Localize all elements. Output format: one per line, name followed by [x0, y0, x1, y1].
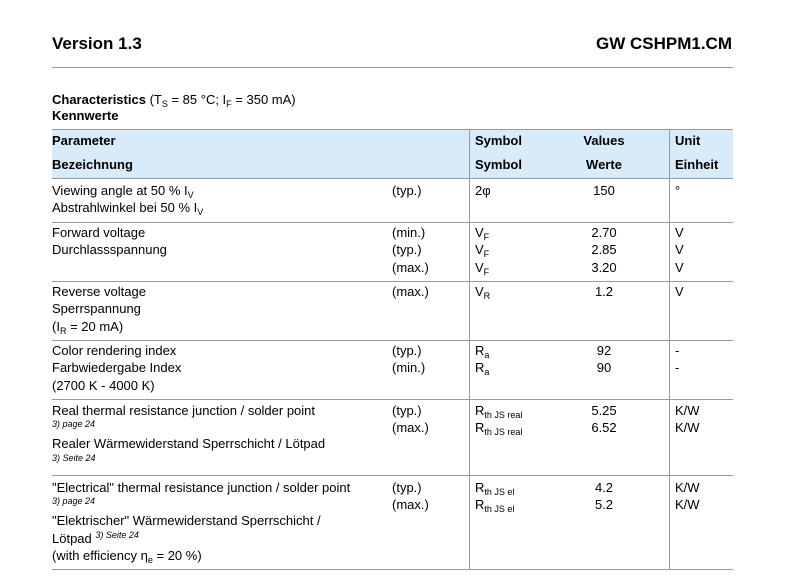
symbol-sub: F: [483, 249, 490, 260]
unit: -: [675, 343, 680, 358]
unit: K/W: [675, 403, 700, 418]
unit: K/W: [675, 420, 700, 436]
unit: V: [675, 225, 684, 240]
condition: (min.): [392, 360, 426, 376]
symbol: R: [475, 343, 485, 358]
symbol-sub: th JS el: [484, 487, 515, 497]
param-en: Reverse voltage: [52, 284, 146, 299]
col-symbol-de: Symbol: [475, 157, 522, 172]
param-condition: = 20 mA): [66, 318, 124, 334]
condition: (typ.): [392, 343, 422, 358]
section-title: [52, 92, 296, 108]
symbol: R: [475, 480, 485, 495]
condition: (max.): [392, 497, 429, 513]
table-rule: [52, 129, 733, 130]
symbol: R: [475, 403, 485, 418]
section-title-german: Kennwerte: [52, 108, 119, 123]
param-en: Color rendering index: [52, 343, 177, 358]
condition: (max.): [392, 284, 429, 299]
condition: (typ.): [392, 403, 422, 418]
condition-text: = 85 °C; I: [167, 92, 227, 107]
value: 92: [596, 343, 612, 358]
param-en: Viewing angle at 50 % I: [52, 183, 188, 198]
param-sub: V: [197, 207, 204, 218]
product-code: GW CSHPM1.CM: [596, 34, 732, 53]
symbol-sub: a: [484, 367, 490, 378]
col-parameter: Parameter: [52, 133, 116, 148]
condition: (max.): [392, 259, 429, 275]
symbol-sub: th JS real: [484, 410, 523, 420]
value: 2.70: [591, 225, 617, 240]
symbol-sub: R: [483, 291, 491, 301]
value: 3.20: [591, 259, 617, 275]
table-rule: [52, 340, 733, 341]
symbol-sub: F: [483, 232, 490, 242]
param-en: Real thermal resistance junction / solder point: [52, 403, 316, 418]
param-condition: (2700 K - 4000 K): [52, 377, 155, 393]
col-unit-de: Einheit: [675, 157, 719, 172]
row-forward-voltage: [52, 224, 167, 259]
condition-sub: F: [226, 99, 232, 109]
col-parameter-de: Bezeichnung: [52, 157, 133, 172]
value: 90: [596, 360, 612, 376]
section-title-label: Characteristics: [52, 92, 146, 107]
condition: (min.): [392, 225, 426, 240]
param-en: Forward voltage: [52, 225, 146, 240]
symbol: V: [475, 242, 484, 258]
row-real-thermal-resistance: [52, 402, 325, 463]
param-de: Farbwiedergabe Index: [52, 360, 182, 376]
symbol: R: [475, 360, 485, 376]
table-rule: [52, 222, 733, 223]
col-unit: Unit: [675, 133, 701, 148]
param-condition: (I: [52, 318, 60, 334]
symbol-sub: a: [484, 350, 490, 360]
condition: (max.): [392, 420, 429, 436]
table-rule: [52, 281, 733, 282]
row-viewing-angle: [52, 182, 203, 217]
symbol-sub: F: [483, 266, 490, 277]
document-version: Version 1.3: [52, 34, 142, 53]
param-sub: V: [187, 190, 194, 200]
param-en: "Electrical" thermal resistance junction / solder point: [52, 480, 351, 495]
value: 6.52: [591, 420, 617, 436]
unit: K/W: [675, 480, 700, 495]
table-rule: [52, 569, 733, 570]
symbol: 2φ: [475, 183, 491, 198]
unit: V: [675, 259, 684, 275]
row-color-rendering: [52, 342, 181, 394]
footnote-ref: 3) page 24: [52, 496, 96, 507]
symbol: R: [475, 420, 485, 436]
row-electrical-thermal-resistance: [52, 479, 350, 564]
header-rule: [52, 67, 733, 68]
symbol: V: [475, 259, 484, 275]
value: 150: [593, 183, 615, 198]
column-divider: [469, 129, 470, 569]
param-condition: (with efficiency η: [52, 547, 148, 563]
footnote-ref: 3) page 24: [52, 419, 96, 430]
symbol: V: [475, 225, 484, 240]
column-divider: [669, 129, 670, 569]
param-de: "Elektrischer" Wärmewiderstand Sperrschicht /: [52, 513, 321, 529]
symbol-sub: th JS real: [484, 427, 523, 438]
param-de: Realer Wärmewiderstand Sperrschicht / Lötpad: [52, 436, 326, 452]
col-symbol: Symbol: [475, 133, 522, 148]
symbol-sub: th JS el: [484, 504, 515, 515]
symbol: V: [475, 284, 484, 299]
condition-text: = 350 mA): [231, 92, 296, 107]
condition-text: (T: [145, 92, 162, 107]
value: 2.85: [591, 242, 617, 258]
value: 5.2: [594, 497, 614, 513]
param-de: Durchlassspannung: [52, 242, 167, 258]
unit: -: [675, 360, 680, 376]
param-sub: e: [147, 554, 153, 565]
condition: (typ.): [392, 183, 422, 198]
param-sub: R: [59, 325, 67, 336]
value: 1.2: [594, 284, 614, 299]
value: 4.2: [594, 480, 614, 495]
table-rule: [52, 475, 733, 476]
table-rule: [52, 399, 733, 400]
footnote-ref: 3) Seite 24: [52, 452, 96, 463]
unit: °: [675, 183, 681, 198]
param-de: Lötpad: [52, 530, 92, 546]
unit: V: [675, 242, 684, 258]
condition-sub: S: [161, 99, 168, 109]
col-values: Values: [583, 133, 625, 148]
unit: K/W: [675, 497, 700, 513]
param-condition: = 20 %): [152, 547, 202, 563]
param-de: Sperrspannung: [52, 301, 141, 317]
table-rule: [52, 178, 733, 179]
param-de: Abstrahlwinkel bei 50 % I: [52, 200, 198, 216]
condition: (typ.): [392, 242, 422, 258]
col-values-de: Werte: [586, 157, 622, 172]
symbol: R: [475, 497, 485, 513]
footnote-ref: 3) Seite 24: [95, 529, 139, 540]
condition: (typ.): [392, 480, 422, 495]
value: 5.25: [591, 403, 617, 418]
unit: V: [675, 284, 684, 299]
row-reverse-voltage: [52, 283, 146, 335]
